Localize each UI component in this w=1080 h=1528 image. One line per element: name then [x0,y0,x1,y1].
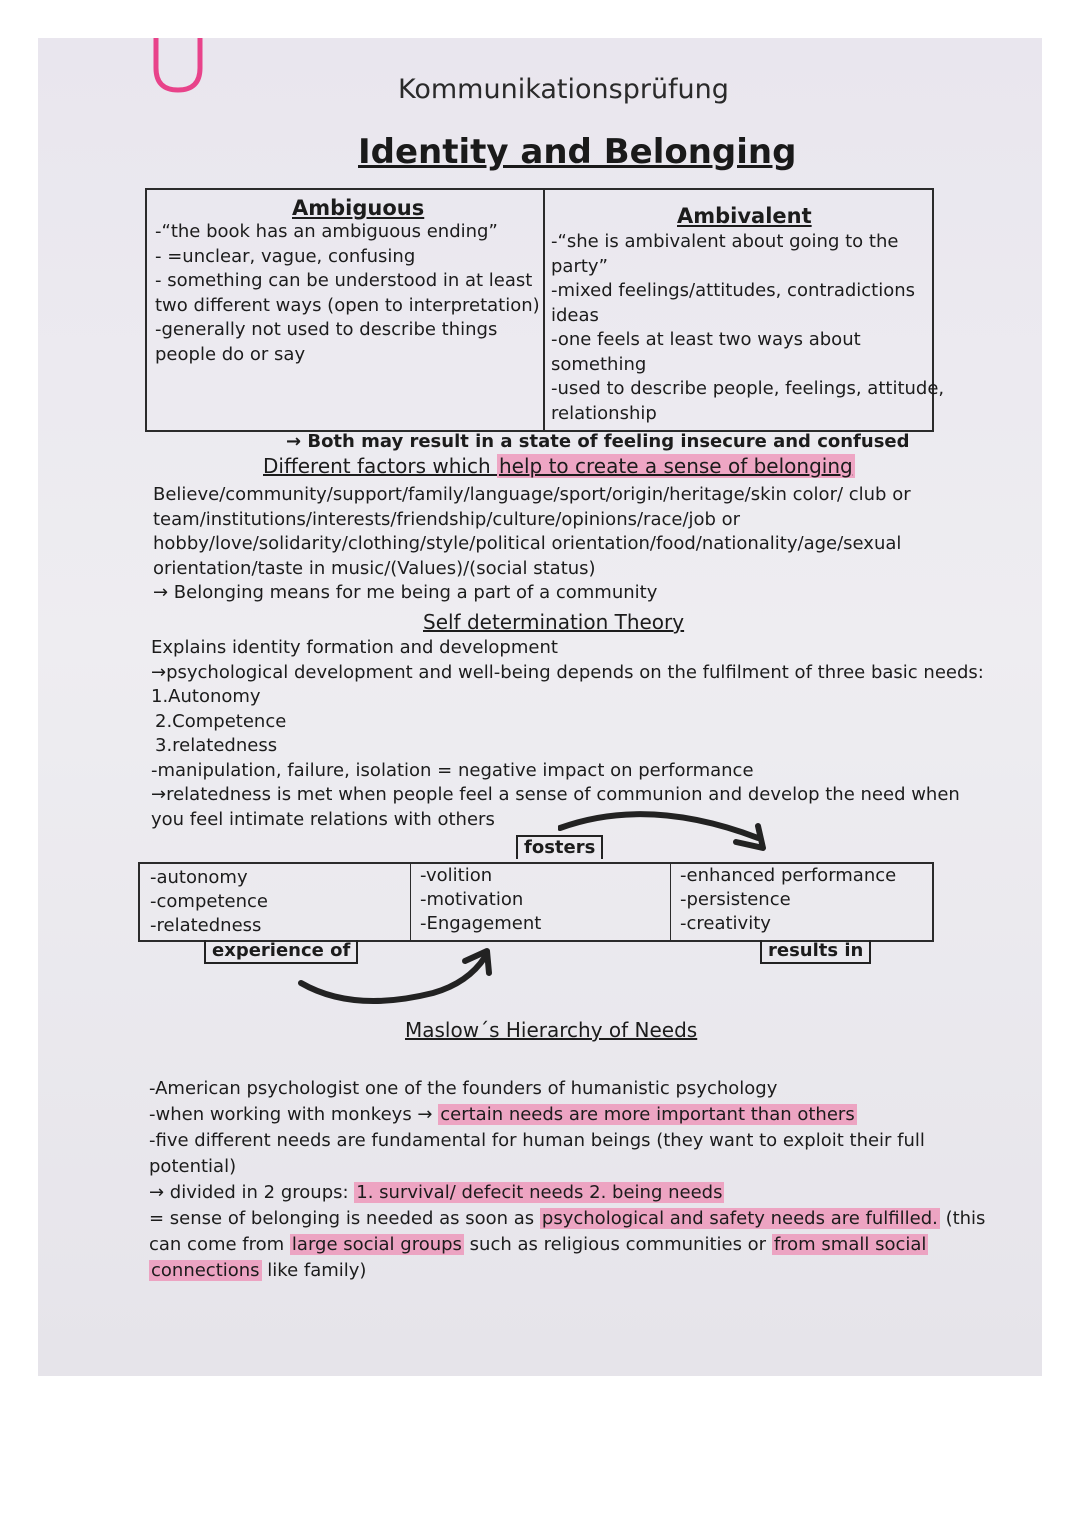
ambiguous-line: -“the book has an ambiguous ending” [155,221,498,242]
ambivalent-definitions [551,230,944,426]
maslow-line: potential) [149,1156,237,1177]
maslow-line: can come from large social groups such as religious communities or from small social [149,1234,927,1255]
experience-arrow-icon [293,943,503,1005]
table-divider [543,190,545,430]
sdt-line: you feel intimate relations with others [151,808,495,830]
paperclip-icon [148,38,208,148]
diagram-cell: -volition [420,865,493,886]
ambivalent-line: party” [551,255,608,277]
maslow-heading: Maslow´s Hierarchy of Needs [405,1018,698,1042]
results-label: results in [760,940,871,964]
paper-sheet [38,38,1042,1376]
diagram-col-motivation [420,864,541,936]
sdt-line: →psychological development and well-being depends on the fulfilment of three basic needs: [151,661,984,683]
ambiguous-line: people do or say [155,343,306,365]
sdt-diagram-table [138,862,934,942]
maslow-line: -five different needs are fundamental for human beings (they want to exploit their full [149,1130,925,1151]
diagram-cell: -enhanced performance [680,865,897,886]
diagram-cell: -Engagement [420,913,542,934]
sdt-line: →relatedness is met when people feel a sense of communion and develop the need when [151,784,960,805]
sdt-line: -manipulation, failure, isolation = negative impact on performance [151,759,754,781]
diagram-cell: -autonomy [150,867,248,888]
sdt-heading: Self determination Theory [423,610,685,634]
maslow-line: → divided in 2 groups: 1. survival/ defecit needs 2. being needs [149,1182,723,1203]
diagram-cell: -persistence [680,889,791,910]
experience-label: experience of [204,940,358,964]
factors-line: → Belonging means for me being a part of a community [153,582,658,603]
factors-line: hobby/love/solidarity/clothing/style/political orientation/food/nationality/age/sexual [153,533,902,554]
diagram-col-results [680,864,896,936]
maslow-line: -American psychologist one of the founders of humanistic psychology [149,1078,778,1099]
sdt-line: Explains identity formation and development [151,637,558,658]
sdt-line: 3.relatedness [155,735,278,756]
factors-line: Believe/community/support/family/language/sport/origin/heritage/skin color/ club or [153,484,911,505]
sdt-line: 2.Competence [155,710,287,732]
ambivalent-line: -one feels at least two ways about [551,329,861,350]
maslow-body [149,1076,985,1284]
diagram-cell: -motivation [420,889,524,910]
comparison-table [145,188,945,432]
sdt-body [151,636,984,832]
diagram-cell: -relatedness [150,915,262,936]
sdt-line: 1.Autonomy [151,686,261,707]
page-title: Identity and Belonging [358,132,797,172]
maslow-line: connections like family) [151,1260,367,1281]
maslow-line: -when working with monkeys → certain needs are more important than others [149,1104,855,1125]
ambivalent-line: relationship [551,402,657,424]
ambiguous-definitions [155,220,540,367]
comparison-conclusion: → Both may result in a state of feeling insecure and confused [286,431,910,452]
ambiguous-line: two different ways (open to interpretation) [155,294,540,316]
ambivalent-line: ideas [551,304,599,326]
diagram-divider [410,864,411,940]
subject-header: Kommunikationsprüfung [398,74,729,105]
factors-line: orientation/taste in music/(Values)/(social status) [153,557,596,579]
ambivalent-line: -“she is ambivalent about going to the [551,231,899,252]
ambivalent-heading: Ambivalent [677,204,812,228]
ambivalent-line: -mixed feelings/attitudes, contradictions [551,280,916,301]
maslow-line: = sense of belonging is needed as soon as psychological and safety needs are fulfilled. (this [149,1208,986,1229]
diagram-cell: -creativity [680,913,771,934]
ambiguous-line: - something can be understood in at least [155,270,533,291]
diagram-col-needs [150,866,268,938]
ambiguous-line: - =unclear, vague, confusing [155,245,416,267]
ambivalent-line: something [551,353,647,375]
ambivalent-line: -used to describe people, feelings, attitude, [551,378,945,399]
ambiguous-line: -generally not used to describe things [155,319,498,340]
ambiguous-heading: Ambiguous [292,196,425,220]
fosters-label: fosters [516,835,603,859]
factors-list [153,483,911,606]
fosters-arrow-icon [558,808,778,858]
diagram-cell: -competence [150,891,268,912]
diagram-divider [670,864,671,940]
factors-line: team/institutions/interests/friendship/culture/opinions/race/job or [153,508,741,530]
factors-heading: Different factors which help to create a sense of belonging [263,454,853,478]
